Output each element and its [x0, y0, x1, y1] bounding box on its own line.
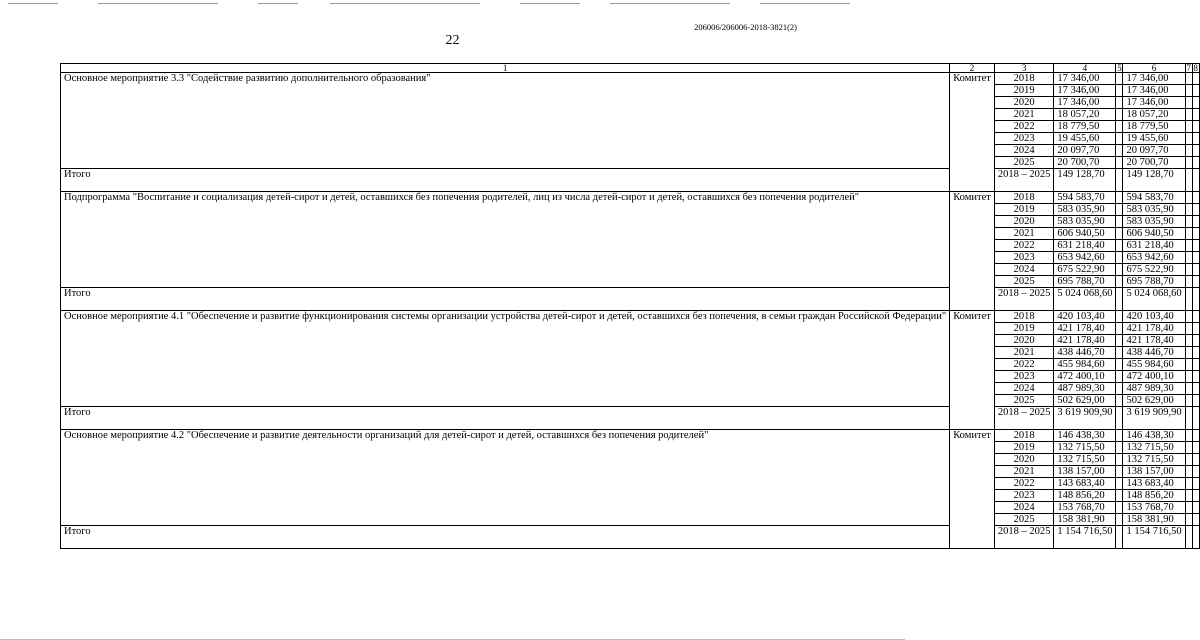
empty-cell: [1192, 240, 1199, 252]
empty-cell: [1116, 252, 1123, 264]
empty-cell: [1192, 502, 1199, 514]
amount-budget-cell: 594 583,70: [1123, 192, 1185, 204]
column-header: 3: [994, 64, 1054, 73]
year-cell: 2020: [994, 216, 1054, 228]
empty-cell: [1116, 240, 1123, 252]
empty-cell: [1192, 359, 1199, 371]
amount-total-cell: 653 942,60: [1054, 252, 1116, 264]
year-cell: 2025: [994, 276, 1054, 288]
amount-budget-cell: 487 989,30: [1123, 383, 1185, 395]
empty-cell: [1116, 228, 1123, 240]
year-cell: 2019: [994, 85, 1054, 97]
amount-budget-cell: 502 629,00: [1123, 395, 1185, 407]
amount-budget-cell: 158 381,90: [1123, 514, 1185, 526]
top-rule-segment: [8, 3, 58, 4]
empty-cell: [1116, 502, 1123, 514]
amount-budget-cell: 421 178,40: [1123, 335, 1185, 347]
empty-cell: [1185, 264, 1192, 276]
total-budget-cell: 3 619 909,90: [1123, 407, 1185, 430]
empty-cell: [1185, 216, 1192, 228]
activity-name: Основное мероприятие 3.3 "Содействие развитию дополнительного образования": [61, 73, 950, 169]
year-cell: 2019: [994, 204, 1054, 216]
empty-cell: [1116, 276, 1123, 288]
empty-cell: [1116, 97, 1123, 109]
total-row: [61, 526, 1200, 549]
total-budget-cell: 1 154 716,50: [1123, 526, 1185, 549]
activity-name: Подпрограмма "Воспитание и социализация детей-сирот и детей, оставшихся без попечения родителей, лиц из числа детей-сирот и детей, оставшихся без попечения родителей": [61, 192, 950, 288]
empty-cell: [1116, 347, 1123, 359]
total-budget-cell: 149 128,70: [1123, 169, 1185, 192]
empty-cell: [1116, 73, 1123, 85]
amount-total-cell: 20 097,70: [1054, 145, 1116, 157]
amount-budget-cell: 20 700,70: [1123, 157, 1185, 169]
empty-cell: [1116, 133, 1123, 145]
year-cell: 2023: [994, 133, 1054, 145]
empty-cell: [1116, 490, 1123, 502]
table-row: [61, 192, 1200, 204]
table-row: [61, 430, 1200, 442]
empty-cell: [1185, 514, 1192, 526]
year-cell: 2022: [994, 121, 1054, 133]
amount-total-cell: 583 035,90: [1054, 204, 1116, 216]
column-header: 5: [1117, 63, 1122, 73]
empty-cell: [1185, 145, 1192, 157]
amount-total-cell: 148 856,20: [1054, 490, 1116, 502]
page-number: 22: [445, 33, 460, 48]
amount-total-cell: 594 583,70: [1054, 192, 1116, 204]
amount-total-cell: 455 984,60: [1054, 359, 1116, 371]
empty-cell: [1116, 192, 1123, 204]
empty-cell: [1192, 383, 1199, 395]
table-row: [61, 311, 1200, 323]
total-budget-cell: 5 024 068,60: [1123, 288, 1185, 311]
responsible-executor: Комитет: [950, 430, 995, 549]
empty-cell: [1116, 466, 1123, 478]
responsible-executor: Комитет: [950, 73, 995, 192]
empty-cell: [1185, 109, 1192, 121]
empty-cell: [1116, 514, 1123, 526]
empty-cell: [1185, 276, 1192, 288]
empty-cell: [1192, 109, 1199, 121]
empty-cell: [1185, 169, 1192, 192]
amount-budget-cell: 132 715,50: [1123, 442, 1185, 454]
responsible-executor: Комитет: [950, 311, 995, 430]
amount-total-cell: 20 700,70: [1054, 157, 1116, 169]
amount-total-cell: 132 715,50: [1054, 454, 1116, 466]
top-rule-segment: [330, 3, 480, 4]
empty-cell: [1116, 323, 1123, 335]
amount-total-cell: 487 989,30: [1054, 383, 1116, 395]
empty-cell: [1192, 252, 1199, 264]
total-year-range: 2018 – 2025: [994, 288, 1054, 311]
year-cell: 2024: [994, 502, 1054, 514]
empty-cell: [1192, 514, 1199, 526]
empty-cell: [1116, 169, 1123, 192]
year-cell: 2023: [994, 252, 1054, 264]
year-cell: 2020: [994, 335, 1054, 347]
year-cell: 2025: [994, 395, 1054, 407]
empty-cell: [1192, 395, 1199, 407]
amount-total-cell: 18 779,50: [1054, 121, 1116, 133]
activity-name: Основное мероприятие 4.2 "Обеспечение и развитие деятельности организаций для детей-сирот и детей, оставшихся без попечения родителей": [61, 430, 950, 526]
year-cell: 2024: [994, 264, 1054, 276]
amount-total-cell: 502 629,00: [1054, 395, 1116, 407]
year-cell: 2018: [994, 73, 1054, 85]
amount-total-cell: 143 683,40: [1054, 478, 1116, 490]
empty-cell: [1192, 216, 1199, 228]
empty-cell: [1192, 204, 1199, 216]
amount-total-cell: 19 455,60: [1054, 133, 1116, 145]
amount-total-cell: 18 057,20: [1054, 109, 1116, 121]
document-id: 206006/206006-2018-3821(2): [694, 22, 797, 32]
top-rule-segment: [520, 3, 580, 4]
empty-cell: [1192, 157, 1199, 169]
total-row: [61, 407, 1200, 430]
column-header: 4: [1054, 64, 1116, 73]
top-rule-segment: [258, 3, 298, 4]
top-rule-segment: [98, 3, 218, 4]
total-amount-cell: 5 024 068,60: [1054, 288, 1116, 311]
empty-cell: [1116, 478, 1123, 490]
amount-budget-cell: 420 103,40: [1123, 311, 1185, 323]
empty-cell: [1116, 264, 1123, 276]
empty-cell: [1185, 252, 1192, 264]
empty-cell: [1185, 133, 1192, 145]
empty-cell: [1116, 395, 1123, 407]
amount-total-cell: 675 522,90: [1054, 264, 1116, 276]
amount-total-cell: 695 788,70: [1054, 276, 1116, 288]
amount-budget-cell: 695 788,70: [1123, 276, 1185, 288]
empty-cell: [1185, 97, 1192, 109]
empty-cell: [1116, 454, 1123, 466]
amount-total-cell: 472 400,10: [1054, 371, 1116, 383]
total-label: Итого: [61, 526, 950, 549]
year-cell: 2018: [994, 192, 1054, 204]
amount-budget-cell: 17 346,00: [1123, 97, 1185, 109]
budget-table: [60, 63, 1200, 549]
year-cell: 2018: [994, 311, 1054, 323]
empty-cell: [1192, 145, 1199, 157]
empty-cell: [1185, 157, 1192, 169]
empty-cell: [1185, 359, 1192, 371]
amount-budget-cell: 17 346,00: [1123, 85, 1185, 97]
year-cell: 2023: [994, 490, 1054, 502]
year-cell: 2024: [994, 145, 1054, 157]
empty-cell: [1116, 442, 1123, 454]
empty-cell: [1192, 430, 1199, 442]
year-cell: 2023: [994, 371, 1054, 383]
amount-budget-cell: 19 455,60: [1123, 133, 1185, 145]
empty-cell: [1192, 276, 1199, 288]
empty-cell: [1116, 109, 1123, 121]
amount-total-cell: 631 218,40: [1054, 240, 1116, 252]
amount-budget-cell: 653 942,60: [1123, 252, 1185, 264]
total-label: Итого: [61, 407, 950, 430]
empty-cell: [1185, 478, 1192, 490]
column-header: 7: [1186, 63, 1191, 73]
empty-cell: [1185, 454, 1192, 466]
amount-budget-cell: 606 940,50: [1123, 228, 1185, 240]
amount-budget-cell: 132 715,50: [1123, 454, 1185, 466]
total-amount-cell: 149 128,70: [1054, 169, 1116, 192]
empty-cell: [1192, 454, 1199, 466]
empty-cell: [1192, 335, 1199, 347]
empty-cell: [1116, 121, 1123, 133]
year-cell: 2020: [994, 454, 1054, 466]
empty-cell: [1185, 323, 1192, 335]
total-year-range: 2018 – 2025: [994, 407, 1054, 430]
amount-total-cell: 17 346,00: [1054, 97, 1116, 109]
empty-cell: [1116, 335, 1123, 347]
year-cell: 2021: [994, 347, 1054, 359]
empty-cell: [1185, 442, 1192, 454]
empty-cell: [1116, 216, 1123, 228]
empty-cell: [1192, 228, 1199, 240]
empty-cell: [1192, 192, 1199, 204]
empty-cell: [1116, 383, 1123, 395]
amount-total-cell: 153 768,70: [1054, 502, 1116, 514]
year-cell: 2019: [994, 442, 1054, 454]
empty-cell: [1185, 526, 1192, 549]
amount-budget-cell: 438 446,70: [1123, 347, 1185, 359]
column-number-row: [61, 64, 1200, 73]
empty-cell: [1192, 288, 1199, 311]
empty-cell: [1116, 359, 1123, 371]
column-header: 6: [1123, 64, 1185, 73]
total-row: [61, 288, 1200, 311]
empty-cell: [1185, 73, 1192, 85]
year-cell: 2022: [994, 359, 1054, 371]
amount-total-cell: 583 035,90: [1054, 216, 1116, 228]
amount-total-cell: 158 381,90: [1054, 514, 1116, 526]
empty-cell: [1116, 430, 1123, 442]
empty-cell: [1116, 288, 1123, 311]
column-header: 1: [61, 64, 950, 73]
amount-budget-cell: 18 779,50: [1123, 121, 1185, 133]
amount-budget-cell: 472 400,10: [1123, 371, 1185, 383]
empty-cell: [1192, 478, 1199, 490]
year-cell: 2022: [994, 240, 1054, 252]
year-cell: 2021: [994, 109, 1054, 121]
year-cell: 2019: [994, 323, 1054, 335]
year-cell: 2020: [994, 97, 1054, 109]
year-cell: 2021: [994, 466, 1054, 478]
empty-cell: [1116, 311, 1123, 323]
empty-cell: [1192, 311, 1199, 323]
column-header: 8: [1193, 63, 1198, 73]
empty-cell: [1185, 192, 1192, 204]
total-amount-cell: 1 154 716,50: [1054, 526, 1116, 549]
empty-cell: [1192, 407, 1199, 430]
year-cell: 2025: [994, 514, 1054, 526]
top-rule-segment: [610, 3, 730, 4]
empty-cell: [1192, 169, 1199, 192]
amount-budget-cell: 675 522,90: [1123, 264, 1185, 276]
empty-cell: [1116, 145, 1123, 157]
empty-cell: [1192, 264, 1199, 276]
empty-cell: [1185, 502, 1192, 514]
empty-cell: [1185, 288, 1192, 311]
empty-cell: [1185, 85, 1192, 97]
empty-cell: [1192, 347, 1199, 359]
empty-cell: [1116, 85, 1123, 97]
empty-cell: [1192, 466, 1199, 478]
amount-total-cell: 132 715,50: [1054, 442, 1116, 454]
amount-budget-cell: 421 178,40: [1123, 323, 1185, 335]
amount-total-cell: 17 346,00: [1054, 73, 1116, 85]
empty-cell: [1192, 442, 1199, 454]
empty-cell: [1192, 73, 1199, 85]
year-cell: 2024: [994, 383, 1054, 395]
empty-cell: [1192, 526, 1199, 549]
amount-total-cell: 606 940,50: [1054, 228, 1116, 240]
amount-total-cell: 438 446,70: [1054, 347, 1116, 359]
total-year-range: 2018 – 2025: [994, 169, 1054, 192]
total-row: [61, 169, 1200, 192]
empty-cell: [1185, 335, 1192, 347]
year-cell: 2022: [994, 478, 1054, 490]
empty-cell: [1116, 204, 1123, 216]
empty-cell: [1185, 204, 1192, 216]
empty-cell: [1192, 490, 1199, 502]
empty-cell: [1116, 157, 1123, 169]
amount-total-cell: 421 178,40: [1054, 335, 1116, 347]
table-row: [61, 73, 1200, 85]
empty-cell: [1185, 466, 1192, 478]
amount-budget-cell: 631 218,40: [1123, 240, 1185, 252]
year-cell: 2025: [994, 157, 1054, 169]
top-rule-segment: [760, 3, 850, 4]
empty-cell: [1185, 228, 1192, 240]
empty-cell: [1192, 121, 1199, 133]
amount-budget-cell: 17 346,00: [1123, 73, 1185, 85]
column-header: 2: [950, 64, 995, 73]
empty-cell: [1185, 395, 1192, 407]
responsible-executor: Комитет: [950, 192, 995, 311]
amount-total-cell: 421 178,40: [1054, 323, 1116, 335]
empty-cell: [1185, 371, 1192, 383]
total-year-range: 2018 – 2025: [994, 526, 1054, 549]
empty-cell: [1116, 407, 1123, 430]
empty-cell: [1185, 430, 1192, 442]
year-cell: 2018: [994, 430, 1054, 442]
year-cell: 2021: [994, 228, 1054, 240]
amount-budget-cell: 138 157,00: [1123, 466, 1185, 478]
amount-budget-cell: 18 057,20: [1123, 109, 1185, 121]
amount-budget-cell: 583 035,90: [1123, 216, 1185, 228]
empty-cell: [1185, 383, 1192, 395]
empty-cell: [1192, 323, 1199, 335]
empty-cell: [1185, 121, 1192, 133]
empty-cell: [1185, 407, 1192, 430]
amount-budget-cell: 20 097,70: [1123, 145, 1185, 157]
empty-cell: [1192, 97, 1199, 109]
total-amount-cell: 3 619 909,90: [1054, 407, 1116, 430]
empty-cell: [1185, 240, 1192, 252]
amount-total-cell: 138 157,00: [1054, 466, 1116, 478]
amount-budget-cell: 143 683,40: [1123, 478, 1185, 490]
empty-cell: [1185, 347, 1192, 359]
amount-budget-cell: 455 984,60: [1123, 359, 1185, 371]
empty-cell: [1185, 490, 1192, 502]
total-label: Итого: [61, 288, 950, 311]
empty-cell: [1116, 371, 1123, 383]
empty-cell: [1192, 371, 1199, 383]
empty-cell: [1192, 133, 1199, 145]
total-label: Итого: [61, 169, 950, 192]
amount-budget-cell: 148 856,20: [1123, 490, 1185, 502]
amount-total-cell: 420 103,40: [1054, 311, 1116, 323]
amount-budget-cell: 146 438,30: [1123, 430, 1185, 442]
amount-budget-cell: 153 768,70: [1123, 502, 1185, 514]
amount-total-cell: 17 346,00: [1054, 85, 1116, 97]
empty-cell: [1192, 85, 1199, 97]
activity-name: Основное мероприятие 4.1 "Обеспечение и развитие функционирования системы организации устройства детей-сирот и детей, оставшихся без попечения, в семьи граждан Российской Федерации": [61, 311, 950, 407]
empty-cell: [1185, 311, 1192, 323]
empty-cell: [1116, 526, 1123, 549]
amount-budget-cell: 583 035,90: [1123, 204, 1185, 216]
amount-total-cell: 146 438,30: [1054, 430, 1116, 442]
